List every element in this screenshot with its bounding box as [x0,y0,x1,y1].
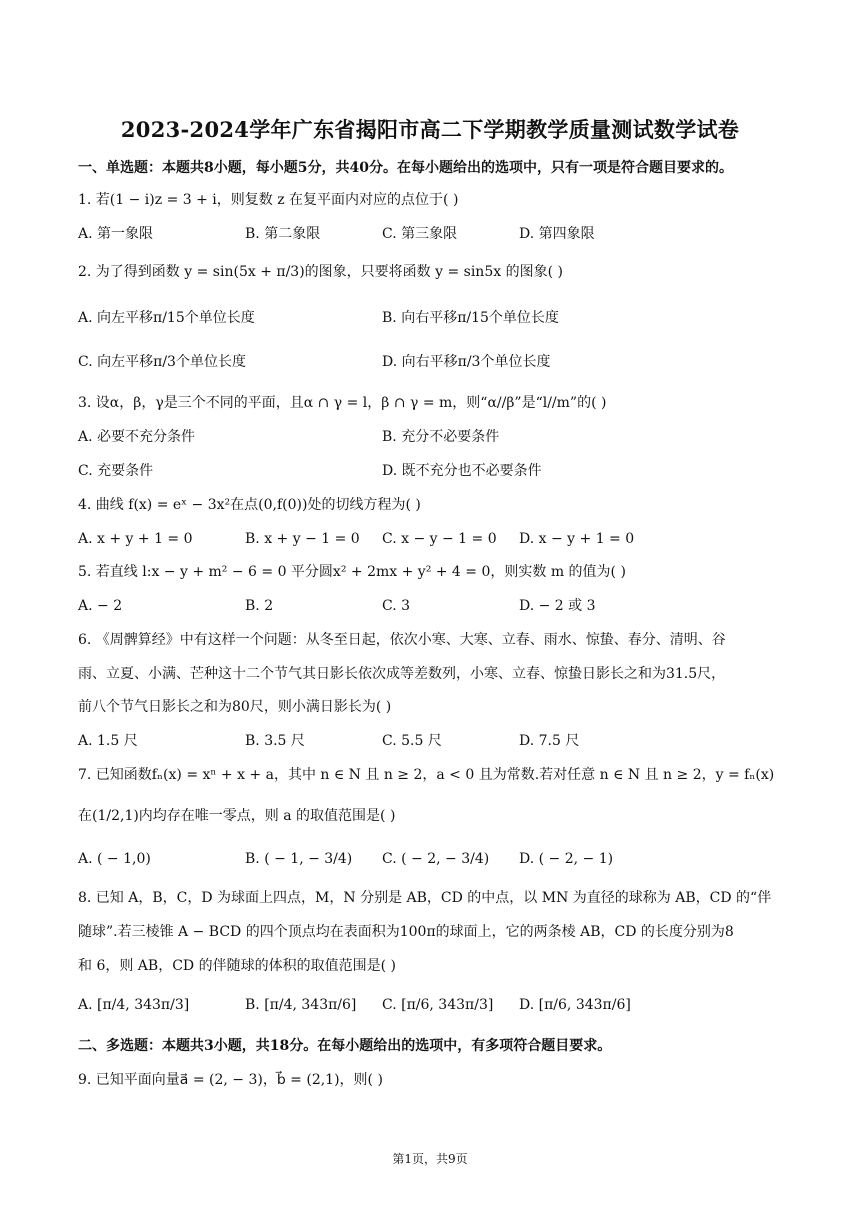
question-8-option-b: B. [π/4, 343π/6] [245,997,357,1013]
section-multiple-choice: 二、多选题：本题共3小题，共18分。在每小题给出的选项中，有多项符合题目要求。 [78,1038,612,1054]
page-footer: 第1页，共9页 [392,1152,468,1166]
question-5-option-c: C. 3 [382,598,411,614]
question-8-option-c: C. [π/6, 343π/3] [382,997,494,1013]
question-6-option-c: C. 5.5 尺 [382,733,442,749]
question-5-option-b: B. 2 [245,598,274,614]
question-1-option-b: B. 第二象限 [245,226,321,242]
question-7-option-c: C. ( − 2, − 3/4) [382,851,490,867]
question-1-option-d: D. 第四象限 [519,226,595,242]
question-1-option-a: A. 第一象限 [78,226,154,242]
question-4-option-c: C. x − y − 1 = 0 [382,531,497,547]
question-7-line-2: 在(1/2,1)内均存在唯一零点，则 a 的取值范围是( ) [78,808,396,824]
question-3-stem: 3. 设α，β，γ是三个不同的平面，且α ∩ γ = l，β ∩ γ = m，则“α//β”是“l//m”的( ) [78,395,607,411]
question-3-option-d: D. 既不充分也不必要条件 [382,463,542,479]
question-6-line-1: 6. 《周髀算经》中有这样一个问题：从冬至日起，依次小寒、大寒、立春、雨水、惊蛰、春分、清明、谷 [78,632,726,648]
question-8-line-2: 随球”.若三棱锥 A − BCD 的四个顶点均在表面积为100π的球面上，它的两条棱 AB，CD 的长度分别为8 [78,924,734,940]
question-3-option-c: C. 充要条件 [78,463,154,479]
question-6-option-a: A. 1.5 尺 [78,733,138,749]
question-6-option-b: B. 3.5 尺 [245,733,305,749]
question-7-option-d: D. ( − 2, − 1) [519,851,614,867]
question-9-stem: 9. 已知平面向量a⃗ = (2, − 3)，b⃗ = (2,1)，则( ) [78,1072,383,1088]
question-8-line-1: 8. 已知 A，B，C，D 为球面上四点，M，N 分别是 AB，CD 的中点，以 MN 为直径的球称为 AB，CD 的“伴 [78,890,772,906]
question-7-option-b: B. ( − 1, − 3/4) [245,851,353,867]
question-2-option-c: C. 向左平移π/3个单位长度 [78,354,246,370]
question-8-option-d: D. [π/6, 343π/6] [519,997,631,1013]
question-4-stem: 4. 曲线 f(x) = eˣ − 3x²在点(0,f(0))处的切线方程为( ) [78,497,421,513]
question-2-stem: 2. 为了得到函数 y = sin(5x + π/3)的图象，只要将函数 y = sin5x 的图象( ) [78,264,563,280]
question-4-option-a: A. x + y + 1 = 0 [78,531,193,547]
question-6-line-3: 前八个节气日影长之和为80尺，则小满日影长为( ) [78,699,392,715]
question-8-line-3: 和 6，则 AB，CD 的伴随球的体积的取值范围是( ) [78,958,396,974]
question-8-option-a: A. [π/4, 343π/3] [78,997,190,1013]
question-3-option-a: A. 必要不充分条件 [78,429,196,445]
question-4-option-b: B. x + y − 1 = 0 [245,531,360,547]
question-2-option-d: D. 向右平移π/3个单位长度 [382,354,551,370]
question-1-option-c: C. 第三象限 [382,226,458,242]
section-single-choice: 一、单选题：本题共8小题，每小题5分，共40分。在每小题给出的选项中，只有一项是符合题目要求的。 [78,160,733,176]
question-6-option-d: D. 7.5 尺 [519,733,580,749]
question-1-stem: 1. 若(1 − i)z = 3 + i，则复数 z 在复平面内对应的点位于( ) [78,192,459,208]
question-6-line-2: 雨、立夏、小满、芒种这十二个节气其日影长依次成等差数列，小寒、立春、惊蛰日影长之和为31.5尺， [78,666,726,682]
question-7-option-a: A. ( − 1,0) [78,851,151,867]
question-5-stem: 5. 若直线 l:x − y + m² − 6 = 0 平分圆x² + 2mx + y² + 4 = 0，则实数 m 的值为( ) [78,564,626,580]
question-4-option-d: D. x − y + 1 = 0 [519,531,635,547]
question-5-option-a: A. − 2 [78,598,123,614]
exam-title: 2023-2024学年广东省揭阳市高二下学期教学质量测试数学试卷 [120,117,740,142]
question-2-option-b: B. 向右平移π/15个单位长度 [382,310,559,326]
question-5-option-d: D. − 2 或 3 [519,598,596,614]
question-2-option-a: A. 向左平移π/15个单位长度 [78,310,255,326]
question-7-line-1: 7. 已知函数fₙ(x) = xⁿ + x + a，其中 n ∈ N 且 n ≥ 2，a < 0 且为常数.若对任意 n ∈ N 且 n ≥ 2，y = fₙ(x) [78,767,775,783]
question-3-option-b: B. 充分不必要条件 [382,429,500,445]
